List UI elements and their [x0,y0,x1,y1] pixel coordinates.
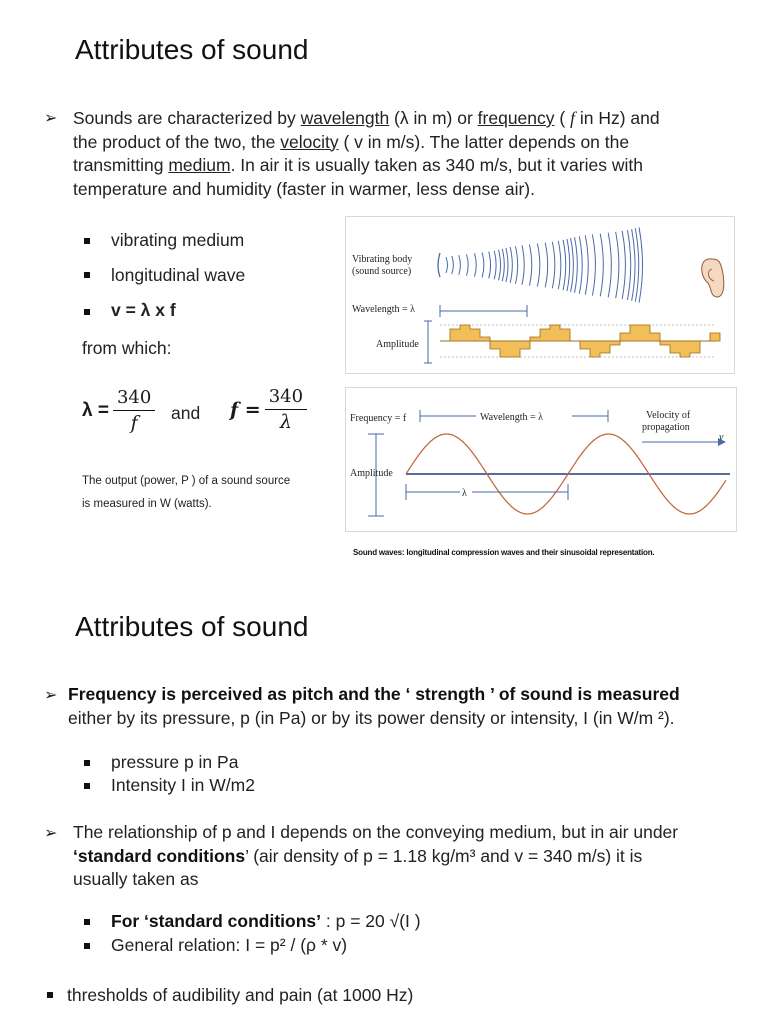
compression-arc [522,245,524,284]
compression-arc [482,253,484,278]
compression-arc [616,232,619,298]
longitudinal-wave-diagram [346,217,734,373]
amplitude-label: Amplitude [376,339,419,350]
square-bullet-icon [84,919,90,925]
compression-arc [475,253,477,276]
compression-arc [585,235,588,294]
bullet-standard-conditions: For ‘standard conditions’ : p = 20 √(I ) [111,911,421,931]
amplitude-label-2: Amplitude [350,468,393,479]
compression-arc [545,243,547,288]
lambda-formula: λ = $\frac{340}{f}$ [82,386,155,435]
arrow-bullet-icon: ➢ [44,825,58,842]
bullet-intensity: Intensity I in W/m2 [111,775,255,795]
compression-arc [608,233,611,298]
velocity-label-1: Velocity of [646,410,691,421]
longitudinal-wave-figure [345,216,735,374]
compression-arc [567,239,570,291]
square-bullet-icon [47,992,53,998]
compression-arc [575,237,578,293]
compression-arc [515,246,517,284]
from-which-text: from which: [82,338,172,358]
compression-arc [552,242,555,289]
compression-arc [467,254,469,275]
slide2-paragraph-1: Frequency is perceived as pitch and the ‘ strength ’ of sound is measured either by its pressure, p (in Pa) or by its power density or intensity, I (in W/m ²). [68,684,680,728]
compression-arc [579,236,582,293]
bullet-longitudinal-wave: longitudinal wave [111,265,246,285]
square-bullet-icon [84,238,90,244]
arrow-bullet-icon: ➢ [44,110,58,127]
bullet-pressure: pressure p in Pa [111,752,239,772]
compression-arc [446,257,448,273]
bullet-vibrating-medium: vibrating medium [111,230,245,250]
frequency-label: Frequency = f [350,413,407,424]
compression-arc [510,247,512,283]
compression-arc [592,235,595,296]
slide2-title: Attributes of sound [75,611,309,642]
stepped-wave [440,325,720,357]
compression-arc [502,249,504,281]
compression-arc [506,248,508,282]
compression-arc [537,244,539,287]
compression-arc [452,256,454,274]
slide1-paragraph: Sounds are characterized by wavelength (λ in m) or frequency ( f in Hz) and the product of the two, the velocity ( v in m/s). The latter depends on the transmitting medium. In air it is usually taken as 340 m/s, but it varies with temperature and humidity (faster in warmer, less dense air). [73,108,660,199]
bullet-general-relation: General relation: I = p² / (ρ * v) [111,935,348,955]
square-bullet-icon [84,760,90,766]
sound-source-label: (sound source) [352,266,412,277]
compression-arc [600,234,603,297]
compression-arc [489,252,491,279]
vibrating-body-label: Vibrating body [352,254,413,265]
velocity-label-2: propagation [642,422,690,433]
compression-arc [563,240,566,290]
square-bullet-icon [84,309,90,315]
wavelength-label: Wavelength = λ [352,304,415,315]
compression-arc [622,231,625,299]
output-line-2: is measured in W (watts). [82,498,212,510]
compression-arc [635,228,638,302]
sinusoidal-wave-figure [345,387,737,532]
output-line-1: The output (power, P ) of a sound source [82,475,291,487]
figure-caption: Sound waves: longitudinal compression waves and their sinusoidal representation. [353,548,655,557]
compression-arc [459,255,461,275]
wavelength-top-label: Wavelength = λ [480,412,543,423]
v-label: v [719,432,724,443]
compression-arc [632,229,635,301]
compression-arc [639,227,642,302]
slide1-title: Attributes of sound [75,34,309,65]
bullet-thresholds: thresholds of audibility and pain (at 1000 Hz) [67,985,414,1005]
bullet-velocity-formula: v = λ x f [111,300,176,320]
compression-arc [529,244,531,285]
and-text: and [171,403,201,423]
compression-arc [499,250,501,280]
lambda-label: λ [462,488,467,499]
compression-arc [494,251,496,280]
slide2-paragraph-2: The relationship of p and I depends on the conveying medium, but in air under ‘standard conditions’ (air density of p = 1.18 kg/m³ and v = 340 m/s) it is usually taken as [73,822,679,889]
compression-arc [571,238,574,292]
sinusoidal-wave-diagram [346,388,736,531]
compression-arc [558,241,561,289]
square-bullet-icon [84,783,90,789]
compression-arcs [446,227,643,302]
square-bullet-icon [84,272,90,278]
arrow-bullet-icon: ➢ [44,687,58,704]
square-bullet-icon [84,943,90,949]
ear-icon [702,259,724,297]
compression-arc [627,230,630,300]
frequency-formula: f = $\frac{340}{\lambda}$ [230,385,307,434]
